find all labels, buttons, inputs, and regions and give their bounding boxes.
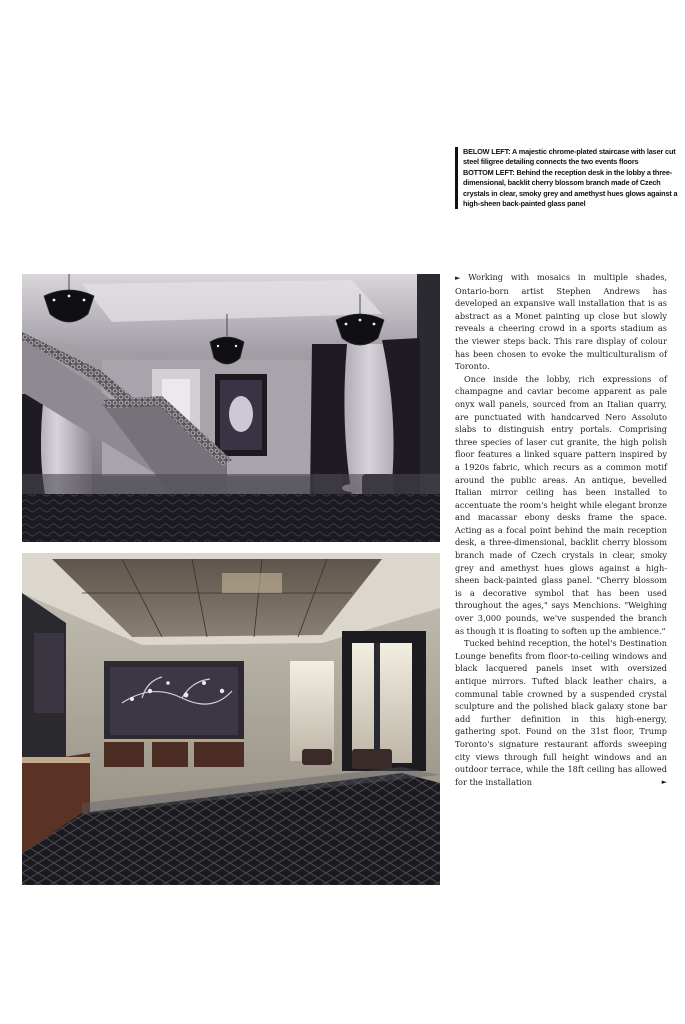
continue-arrow-icon: ► [661,777,667,786]
caption-below-left [463,147,678,168]
caption-bottom-left-label: BOTTOM LEFT: [463,167,515,177]
caption-below-left-text: A majestic chrome-plated staircase with laser cut steel filigree detailing connects the two events floors [463,147,676,167]
article-paragraph-1-text: Working with mosaics in multiple shades, Ontario-born artist Stephen Andrews has developed an expansive wall installation that is as abstract as a Monet painting up close but slowly reveals a cheering crowd in a sports stadium as the viewer steps back. This rare display of colour has been chosen to evoke the multiculturalism of Toronto. [455,272,667,372]
caption-bottom-left-text: Behind the reception desk in the lobby a three-dimensional, backlit cherry blossom branch made of Czech crystals in clear, smoky grey and amethyst hues glows against a high-sheen back-painted glass panel [463,167,678,209]
caption-below-left-label: BELOW LEFT: [463,147,511,156]
staircase-lobby-illustration [22,274,440,542]
photo-captions [455,147,678,209]
article-body [455,271,667,788]
reception-lobby-photo [22,553,440,885]
article-paragraph-2: Once inside the lobby, rich expressions of champagne and caviar become apparent as pale onyx wall panels, sourced from an Italian quarry, are punctuated with handcarved Nero Assoluto slabs to distinguish entry portals. Comprising three species of laser cut granite, the high polish floor features a linked square pattern inspired by a 1920s fabric, which recurs as a common motif around the public areas. An antique, bevelled Italian mirror ceiling has been installed to accentuate the room's height while elegant bronze and macassar ebony desks frame the space. Acting as a focal point behind the main reception desk, a three-dimensional, backlit cherry blossom branch made of Czech crystals in clear, smoky grey and amethyst hues glows against a high-sheen back-painted glass panel. "Cherry blossom is a decorative symbol that has been used throughout the ages," says Menchions. "Weighing over 3,000 pounds, we've suspended the branch as though it is floating to soften up the ambience." [455,373,667,636]
article-paragraph-3-text: Tucked behind reception, the hotel's Destination Lounge benefits from floor-to-ceiling windows and black lacquered panels inset with oversized antique mirrors. Tufted black leather chairs, a communal table crowned by a suspended crystal sculpture and the polished black galaxy stone bar add further definition in this high-energy, gathering spot. Found on the 31st floor, Trump Toronto's signature restaurant affords sweeping city views through full height windows and an outdoor terrace, while the 18ft ceiling has allowed for the installation [455,638,667,787]
staircase-lobby-photo [22,274,440,542]
reception-lobby-illustration [22,553,440,885]
article-paragraph-3 [455,637,667,788]
caption-bottom-left [463,168,678,210]
article-paragraph-1 [455,271,667,373]
lead-arrow-icon: ► [455,274,461,282]
